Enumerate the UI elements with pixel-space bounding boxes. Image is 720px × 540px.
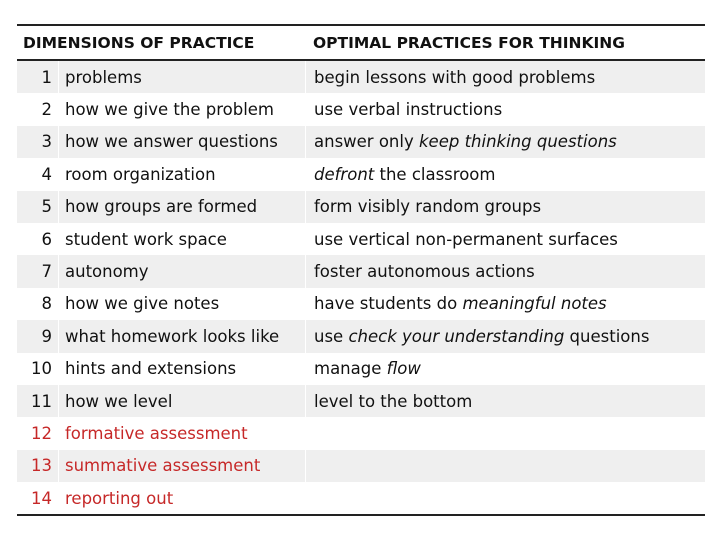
practice-cell: [305, 288, 705, 320]
dimension-cell: how we give the problem: [58, 93, 305, 125]
row-number: 13: [31, 456, 52, 476]
practice-cell: [305, 158, 705, 190]
practice-text: use verbal instructions: [314, 100, 503, 120]
table-row: [17, 191, 705, 223]
practice-text: manage: [314, 359, 387, 379]
practice-text: defront: [314, 164, 375, 184]
dimension-cell: student work space: [58, 223, 305, 255]
dimension-cell: hints and extensions: [58, 353, 305, 385]
table-row: [17, 223, 705, 255]
row-number: 14: [31, 488, 52, 508]
dimension-cell: how groups are formed: [58, 191, 305, 223]
dimension-cell: how we level: [58, 385, 305, 417]
header-practices: OPTIMAL PRACTICES FOR THINKING: [313, 33, 625, 52]
practice-text: questions: [564, 326, 650, 346]
dimension-cell: summative assessment: [58, 450, 305, 482]
practice-cell: [305, 255, 705, 287]
practice-cell: [305, 191, 705, 223]
practice-cell: [305, 223, 705, 255]
practice-text: check your understanding: [348, 326, 565, 346]
header-dimensions: DIMENSIONS OF PRACTICE: [23, 33, 255, 52]
dimension-cell: formative assessment: [58, 417, 305, 449]
row-number: 11: [31, 391, 52, 411]
practice-cell: [305, 417, 705, 449]
row-number: 10: [31, 359, 52, 379]
dimension-cell: how we give notes: [58, 288, 305, 320]
row-number: 1: [41, 67, 52, 87]
practice-text: begin lessons with good problems: [314, 67, 596, 87]
practice-cell: [305, 385, 705, 417]
practice-text: have students do: [314, 294, 463, 314]
table-row: [17, 126, 705, 158]
row-number: 5: [41, 197, 52, 217]
table-row: [17, 417, 705, 449]
row-number: 12: [31, 423, 52, 443]
practice-cell: [305, 353, 705, 385]
practices-table: [17, 24, 705, 516]
dimension-cell: how we answer questions: [58, 126, 305, 158]
table-row: [17, 353, 705, 385]
row-number: 7: [41, 262, 52, 282]
practice-cell: [305, 93, 705, 125]
row-number: 4: [41, 164, 52, 184]
dimension-cell: reporting out: [58, 482, 305, 514]
dimension-cell: problems: [58, 61, 305, 93]
practice-text: answer only: [314, 132, 419, 152]
table-body: [17, 61, 705, 514]
table-row: [17, 385, 705, 417]
practice-cell: [305, 61, 705, 93]
practice-cell: [305, 450, 705, 482]
practice-text: flow: [386, 359, 421, 379]
table-row: [17, 288, 705, 320]
table-row: [17, 158, 705, 190]
practice-text: level to the bottom: [314, 391, 473, 411]
table-row: [17, 255, 705, 287]
row-number: 3: [41, 132, 52, 152]
practice-text: the classroom: [374, 164, 496, 184]
dimension-cell: what homework looks like: [58, 320, 305, 352]
row-number: 8: [41, 294, 52, 314]
table-row: [17, 61, 705, 93]
practice-text: keep thinking questions: [419, 132, 617, 152]
dimension-cell: room organization: [58, 158, 305, 190]
practice-cell: [305, 482, 705, 514]
practice-text: form visibly random groups: [314, 197, 542, 217]
practice-text: use: [314, 326, 349, 346]
table-row: [17, 450, 705, 482]
practice-text: foster autonomous actions: [314, 262, 535, 282]
row-number: 6: [41, 229, 52, 249]
table-row: [17, 93, 705, 125]
practice-cell: [305, 126, 705, 158]
dimension-cell: autonomy: [58, 255, 305, 287]
row-number: 9: [41, 326, 52, 346]
practice-text: use vertical non-permanent surfaces: [314, 229, 618, 249]
table-row: [17, 320, 705, 352]
table-header: [17, 26, 705, 61]
table-row: [17, 482, 705, 514]
practice-text: meaningful notes: [462, 294, 607, 314]
practice-cell: [305, 320, 705, 352]
row-number: 2: [41, 100, 52, 120]
